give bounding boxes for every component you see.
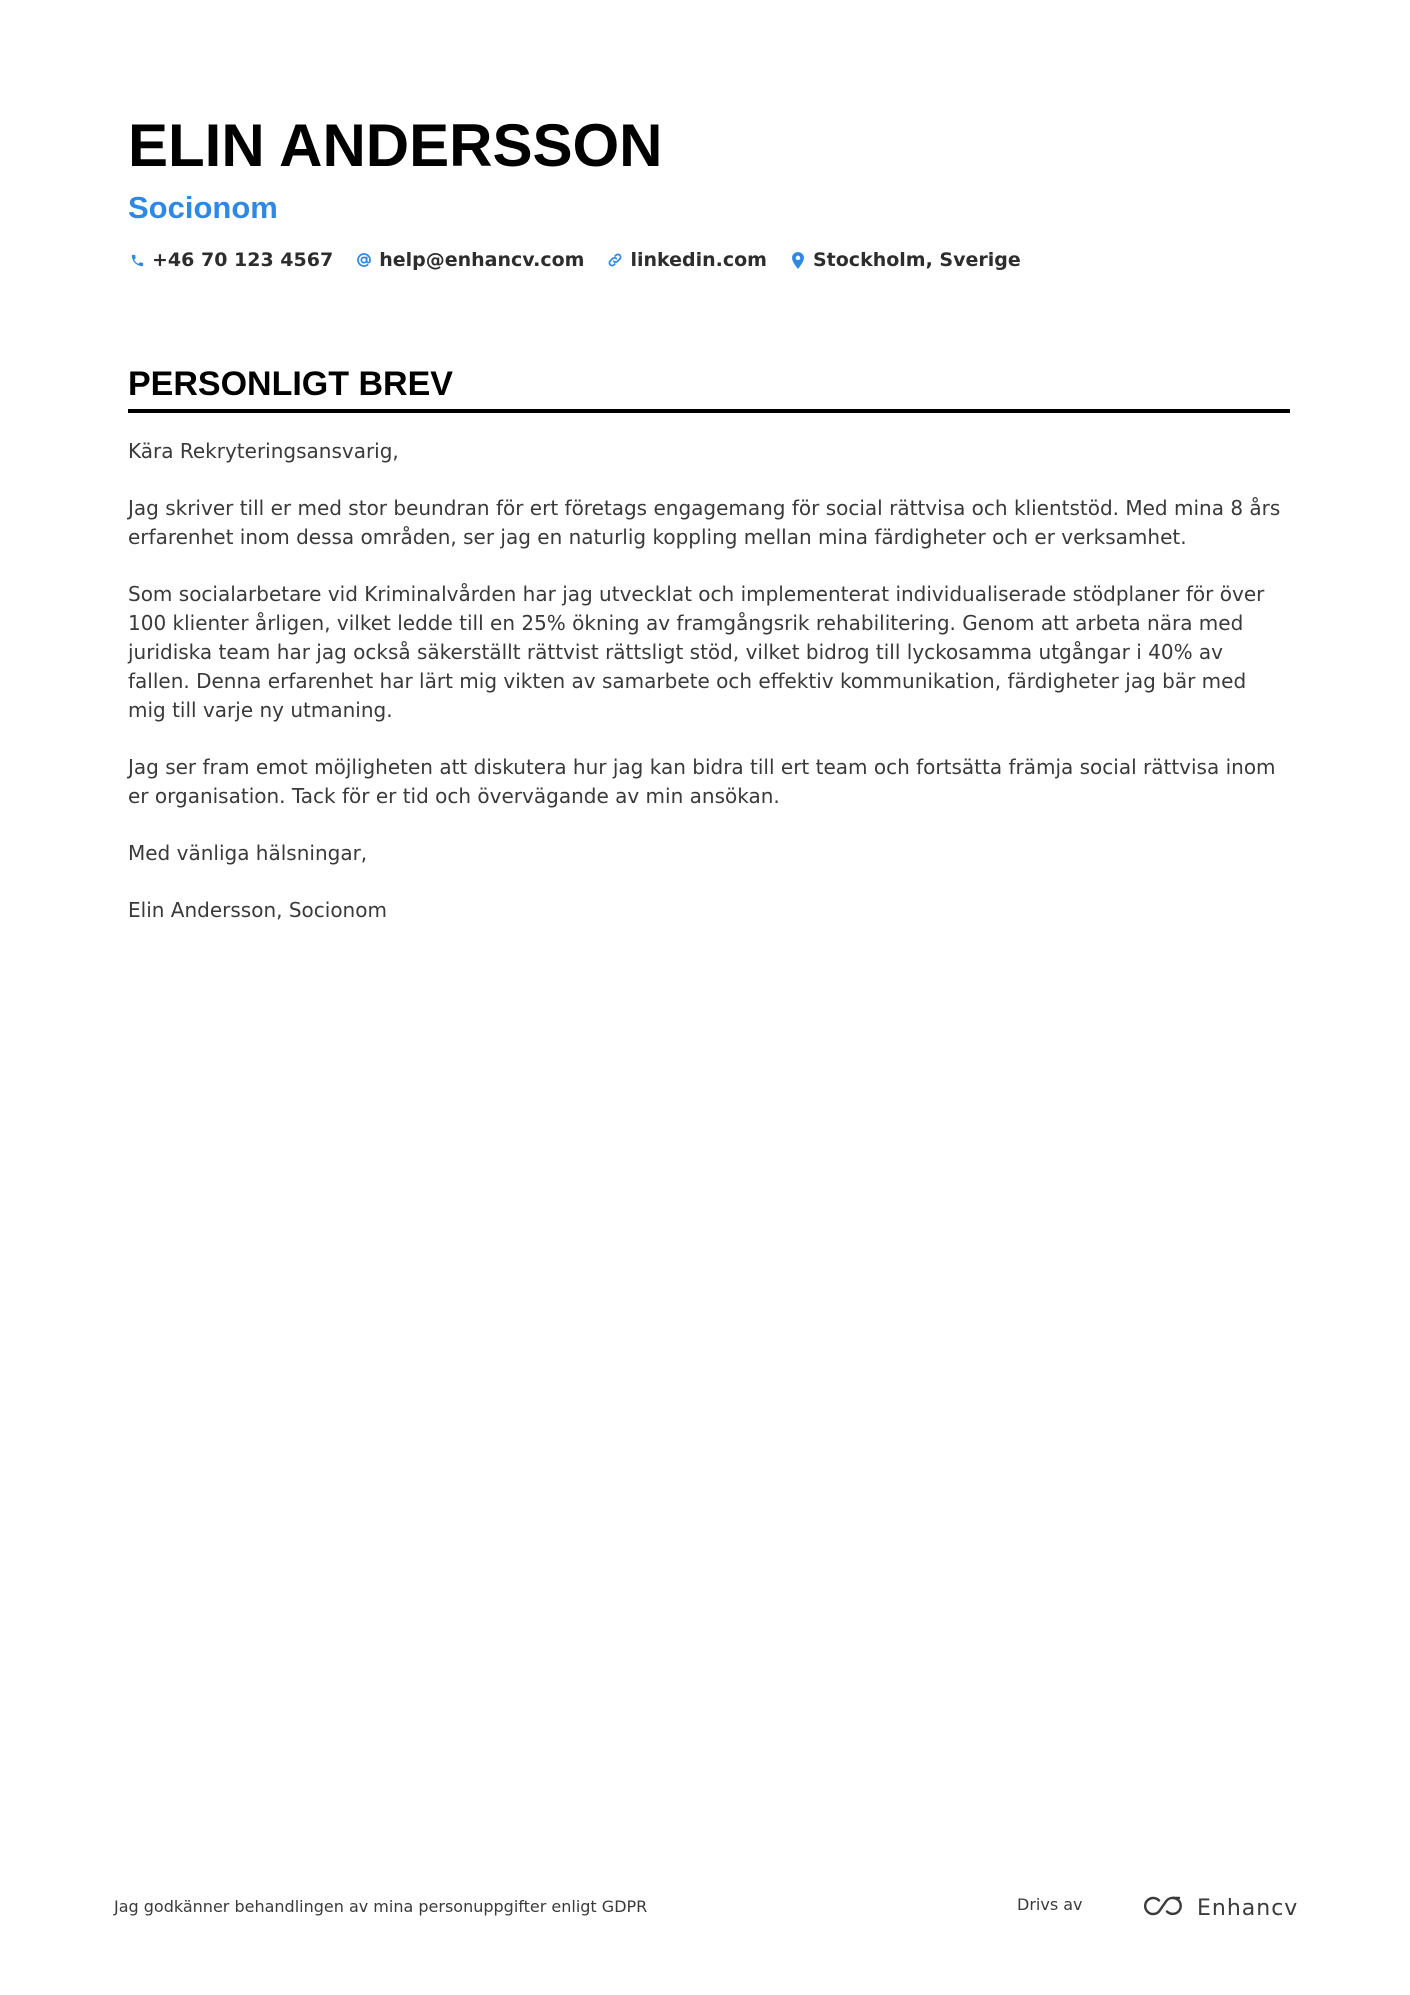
letter-closing: Med vänliga hälsningar, [128, 841, 368, 865]
letter-signature: Elin Andersson, Socionom [128, 898, 387, 922]
contact-location-text: Stockholm, Sverige [812, 249, 1021, 271]
brand-link[interactable] [1139, 1893, 1298, 1923]
phone-icon [128, 251, 146, 269]
contact-phone[interactable] [128, 249, 333, 271]
gdpr-consent-text: Jag godkänner behandlingen av mina personuppgifter enligt GDPR [114, 1897, 648, 1916]
page-footer [114, 1893, 1299, 1923]
cover-letter-page [128, 110, 1290, 953]
letter-paragraph: Jag ser fram emot möjligheten att diskutera hur jag kan bidra till ert team och fortsätta främja social rättvisa inom er organisation. Tack för er tid och övervägande av min ansökan. [128, 755, 1276, 808]
contact-phone-text: +46 70 123 4567 [152, 249, 334, 271]
contact-location [789, 249, 1021, 271]
section-title: PERSONLIGT BREV [128, 363, 1290, 413]
at-icon [355, 251, 373, 269]
letter-paragraph: Jag skriver till er med stor beundran för ert företags engagemang för social rättvisa och klientstöd. Med mina 8 års erfarenhet inom dessa områden, ser jag en naturlig koppling mellan mina färdigheter och er verksamhet. [128, 496, 1281, 549]
link-icon [606, 251, 624, 269]
contact-bar [128, 249, 1290, 271]
enhancv-logo-icon [1139, 1893, 1185, 1923]
contact-email[interactable] [355, 249, 584, 271]
letter-body [128, 437, 1290, 925]
location-pin-icon [789, 251, 807, 269]
applicant-name: ELIN ANDERSSON [128, 112, 663, 179]
applicant-role: Socionom [128, 190, 278, 225]
letter-paragraph: Som socialarbetare vid Kriminalvården har jag utvecklat och implementerat individualiserade stödplaner för över 100 klienter årligen, vilket ledde till en 25% ökning av framgångsrik rehabilitering. Genom att arbeta nära med juridiska team har jag också säkerställt rättvist rättsligt stöd, vilket bidrog till lyckosamma utgångar i 40% av fallen. Denna erfarenhet har lärt mig vikten av samarbete och effektiv kommunikation, färdigheter jag bär med mig till varje ny utmaning. [128, 582, 1265, 722]
powered-by-label: Drivs av [1017, 1895, 1083, 1914]
contact-linkedin-text: linkedin.com [630, 249, 767, 271]
letter-greeting: Kära Rekryteringsansvarig, [128, 439, 399, 463]
brand-name: Enhancv [1197, 1895, 1299, 1921]
contact-linkedin[interactable] [606, 249, 767, 271]
contact-email-text: help@enhancv.com [379, 249, 585, 271]
